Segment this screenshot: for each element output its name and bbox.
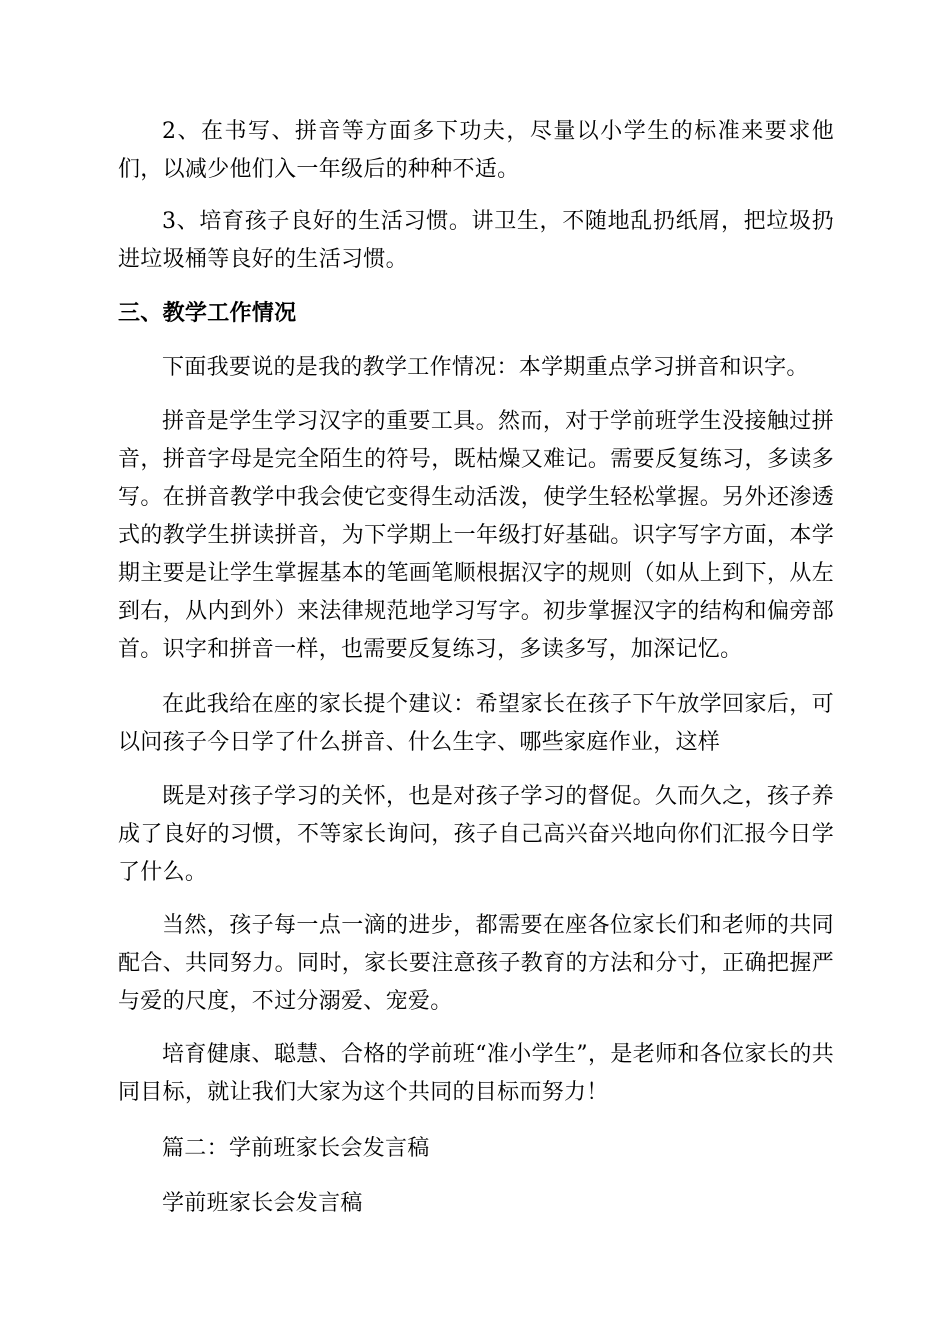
paragraph-teaching-intro: 下面我要说的是我的教学工作情况：本学期重点学习拼音和识字。 bbox=[162, 355, 809, 380]
section-heading-teaching-work: 三、教学工作情况 bbox=[118, 301, 297, 326]
paragraph-cooperation: 当然，孩子每一点一滴的进步，都需要在座各位家长们和老师的共同配合、共同努力。同时，家长要注意孩子教育的方法和分寸，正确把握严与爱的尺度，不过分溺爱、宠爱。 bbox=[118, 913, 834, 1014]
paragraph-pinyin-literacy: 拼音是学生学习汉字的重要工具。然而，对于学前班学生没接触过拼音，拼音字母是完全陌生的符号，既枯燥又难记。需要反复练习，多读多写。在拼音教学中我会使它变得生动活泼，使学生轻松掌握。另外还渗透式的教学生拼读拼音，为下学期上一年级打好基础。识字写字方面，本学期主要是让学生掌握基本的笔画笔顺根据汉字的规则（如从上到下，从左到右，从内到外）来法律规范地学习写字。初步掌握汉字的结构和偏旁部首。识字和拼音一样，也需要反复练习，多读多写，加深记忆。 bbox=[118, 409, 834, 662]
paragraph-care-and-supervision: 既是对孩子学习的关怀，也是对孩子学习的督促。久而久之，孩子养成了良好的习惯，不等家长询问，孩子自己高兴奋兴地向你们汇报今日学了什么。 bbox=[118, 784, 834, 885]
paragraph-writing-pinyin: 2、在书写、拼音等方面多下功夫，尽量以小学生的标准来要求他们，以减少他们入一年级后的种种不适。 bbox=[118, 119, 834, 182]
paragraph-living-habits: 3、培育孩子良好的生活习惯。讲卫生，不随地乱扔纸屑，把垃圾扔进垃圾桶等良好的生活习惯。 bbox=[118, 209, 834, 272]
paragraph-common-goal: 培育健康、聪慧、合格的学前班“准小学生”，是老师和各位家长的共同目标，就让我们大家为这个共同的目标而努力！ bbox=[118, 1042, 834, 1105]
paragraph-parent-suggestion: 在此我给在座的家长提个建议：希望家长在孩子下午放学回家后，可以问孩子今日学了什么拼音、什么生字、哪些家庭作业，这样 bbox=[118, 692, 834, 755]
paragraph-speech-title: 学前班家长会发言稿 bbox=[162, 1191, 363, 1216]
paragraph-part-two-title: 篇二：学前班家长会发言稿 bbox=[162, 1136, 430, 1161]
